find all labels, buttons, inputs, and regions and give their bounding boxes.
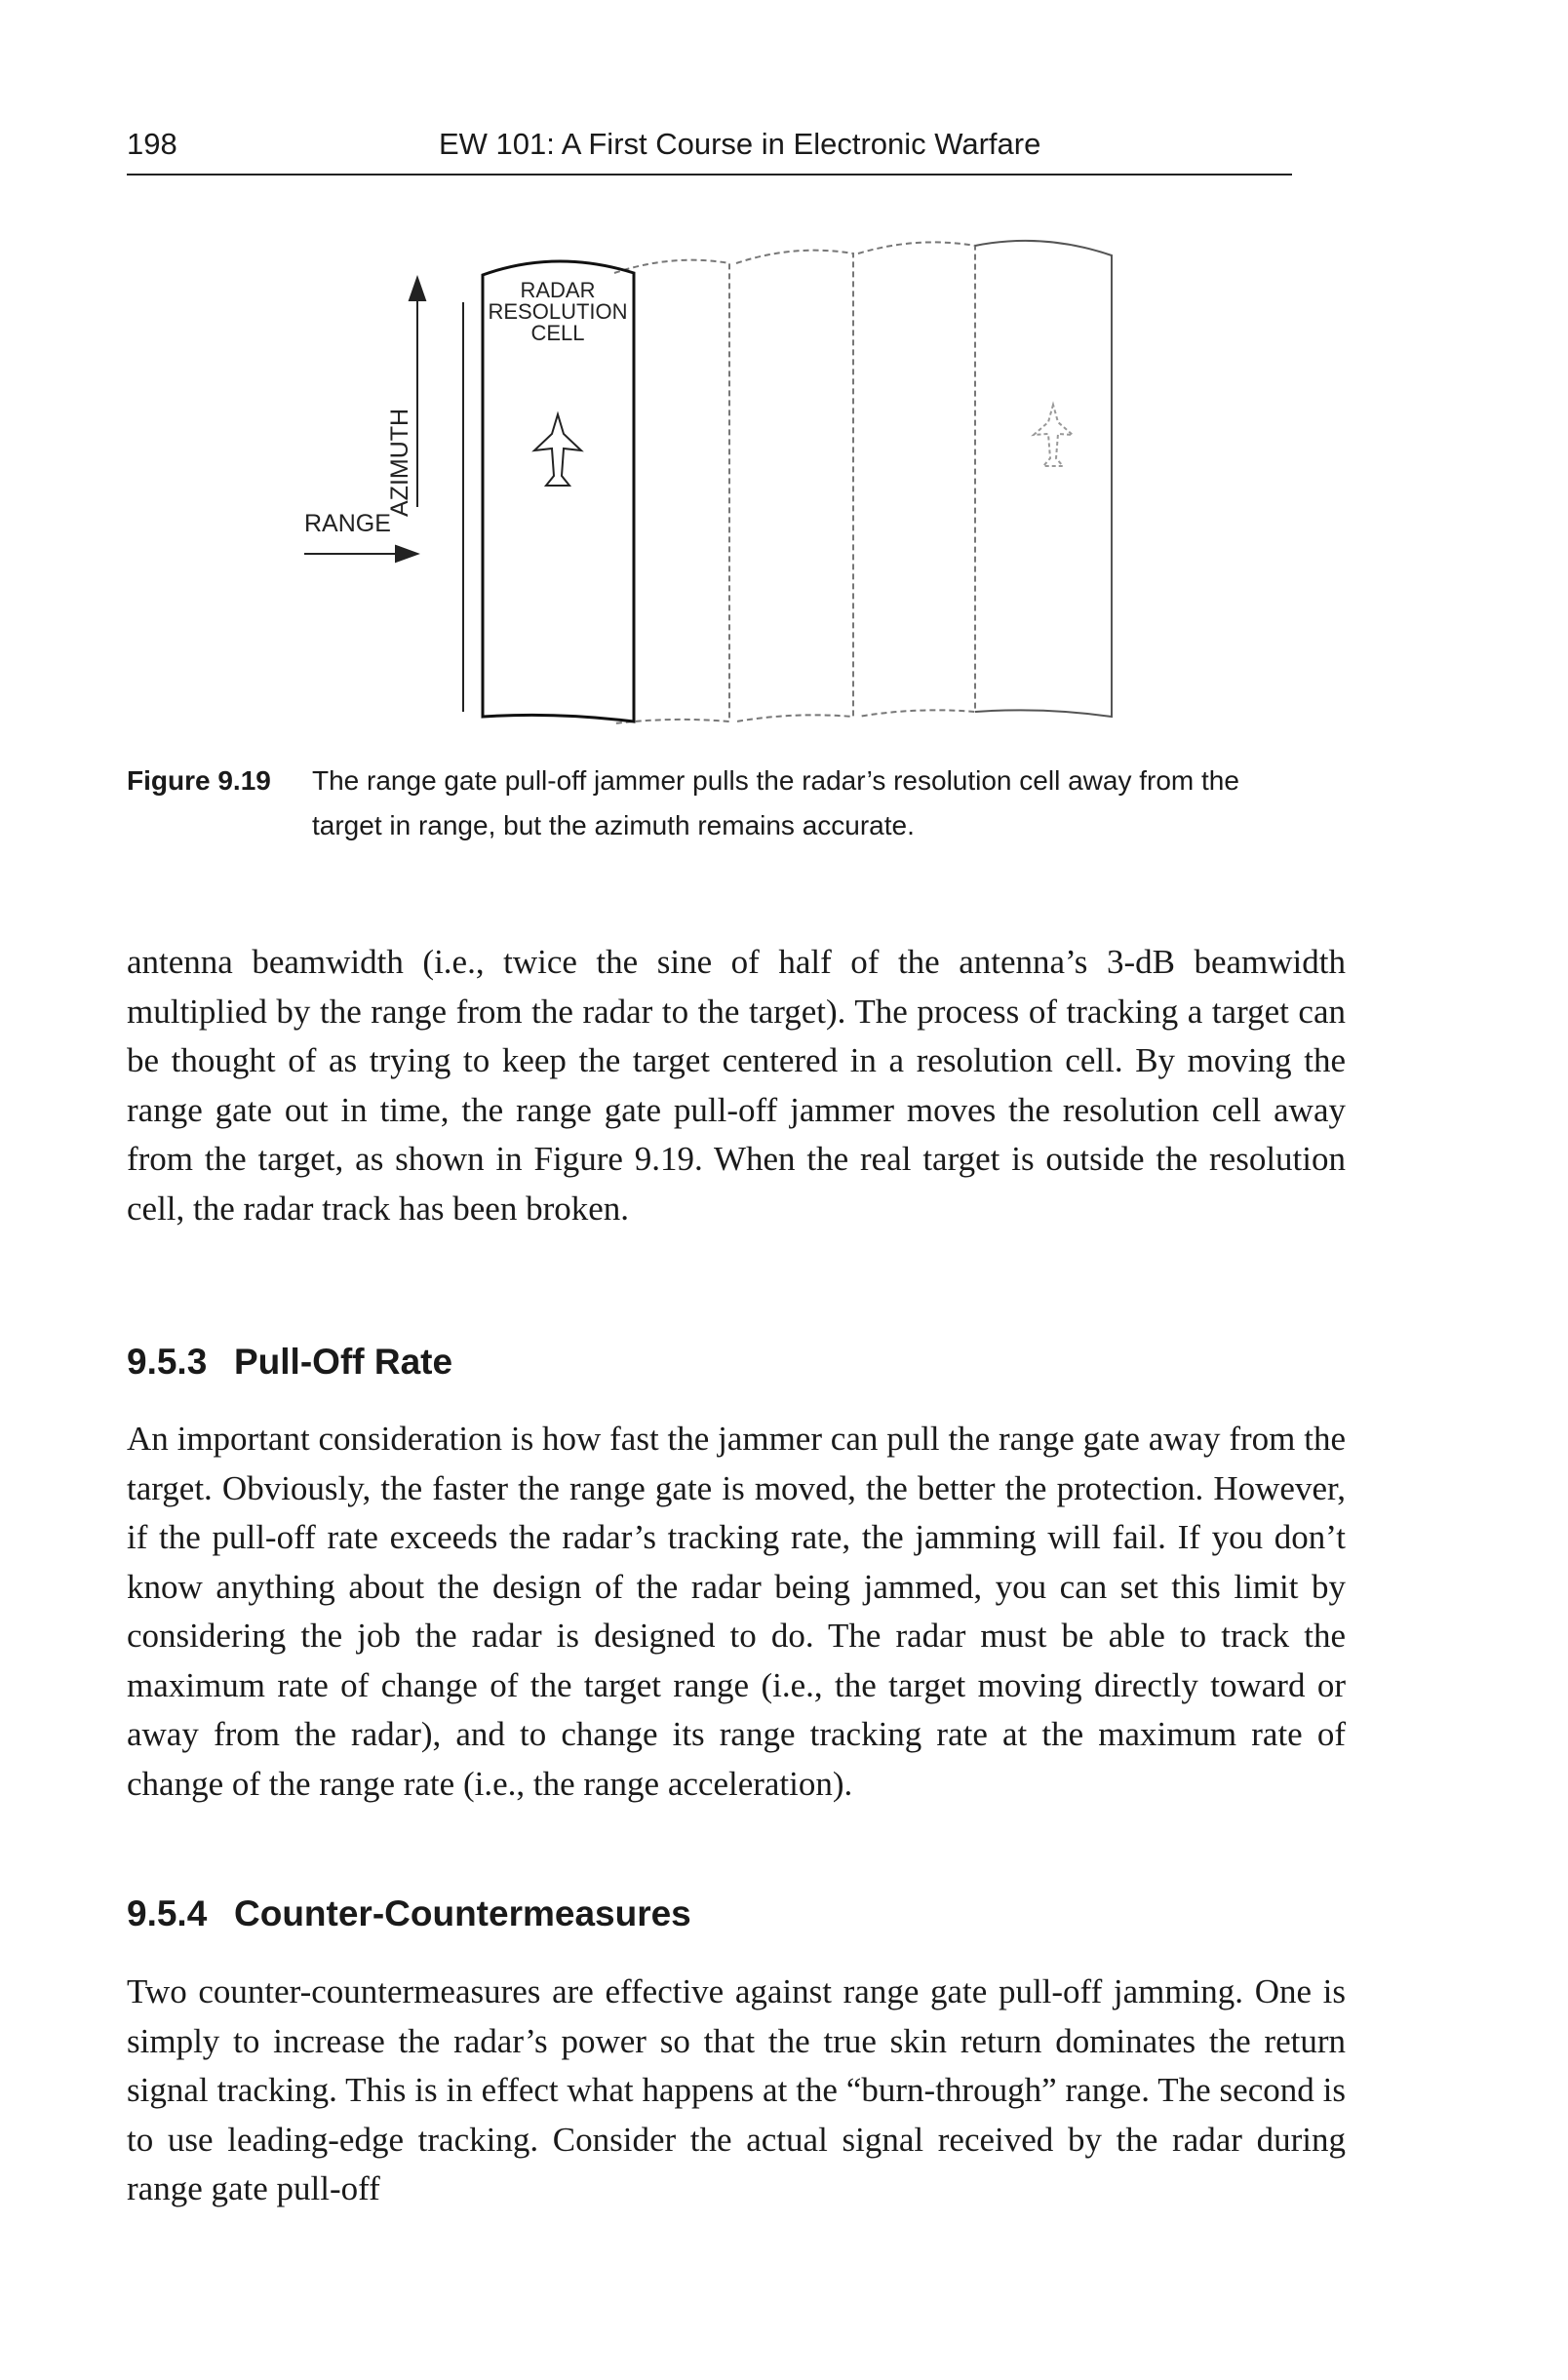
ghost-cell-3 <box>858 242 975 717</box>
target-aircraft-icon <box>534 414 581 486</box>
ghost-cell-1 <box>614 260 729 723</box>
caption-label: Figure 9.19 <box>127 765 271 796</box>
range-arrow <box>304 546 417 562</box>
cell-label-cell: CELL <box>530 321 585 345</box>
section-number: 9.5.4 <box>127 1893 208 1933</box>
page-header <box>127 115 1292 176</box>
section-title: Pull-Off Rate <box>234 1342 453 1382</box>
section-heading-counter-countermeasures <box>127 1893 691 1934</box>
section-title: Counter-Countermeasures <box>234 1893 691 1933</box>
section-heading-pull-off-rate <box>127 1342 452 1383</box>
section-number: 9.5.3 <box>127 1342 208 1382</box>
caption-text: The range gate pull-off jammer pulls the radar’s resolution cell away from the target in range, but the azimuth remains accurate. <box>312 765 1239 840</box>
azimuth-label: AZIMUTH <box>386 408 413 517</box>
paragraph-resolution-cell: antenna beamwidth (i.e., twice the sine of half of the antenna’s 3-dB beamwidth multiplied by the range from the radar to the target). The process of tracking a target can be thought of as trying to keep the target centered in a resolution cell. By moving the range gate out in time, the range gate pull-off jammer moves the resolution cell away from the target, as shown in Figure 9.19. When the real target is outside the resolution cell, the radar track has been broken. <box>127 943 1346 1228</box>
leading-cell <box>975 241 1112 717</box>
ghost-cell-2 <box>736 251 853 722</box>
ghost-aircraft-icon <box>1034 405 1073 466</box>
cell-label-radar: RADAR <box>520 278 596 302</box>
running-head: EW 101: A First Course in Electronic Warfare <box>439 127 1041 161</box>
range-label: RANGE <box>304 510 391 537</box>
page-number: 198 <box>127 127 177 161</box>
paragraph-pull-off-rate: An important consideration is how fast the jammer can pull the range gate away from the target. Obviously, the faster the range gate is moved, the better the protection. However, if the pull-off rate exceeds the radar’s tracking rate, the jamming will fail. If you don’t know anything about the design of the radar being jammed, you can set this limit by considering the job the radar is designed to do. The radar must be able to track the maximum rate of change of the target range (i.e., the target moving directly toward or away from the radar), and to change its range tracking rate at the maximum rate of change of the range rate (i.e., the range acceleration). <box>127 1420 1346 1803</box>
cell-label-resolution: RESOLUTION <box>488 299 628 324</box>
figure-range-gate-pull-off <box>273 224 1209 731</box>
paragraph-counter-countermeasures: Two counter-countermeasures are effective against range gate pull-off jamming. One is simply to increase the radar’s power so that the true skin return dominates the return signal tracking. This is in effect what happens at the “burn-through” range. The second is to use leading-edge tracking. Consider the actual signal received by the radar during range gate pull-off <box>127 1972 1346 2207</box>
